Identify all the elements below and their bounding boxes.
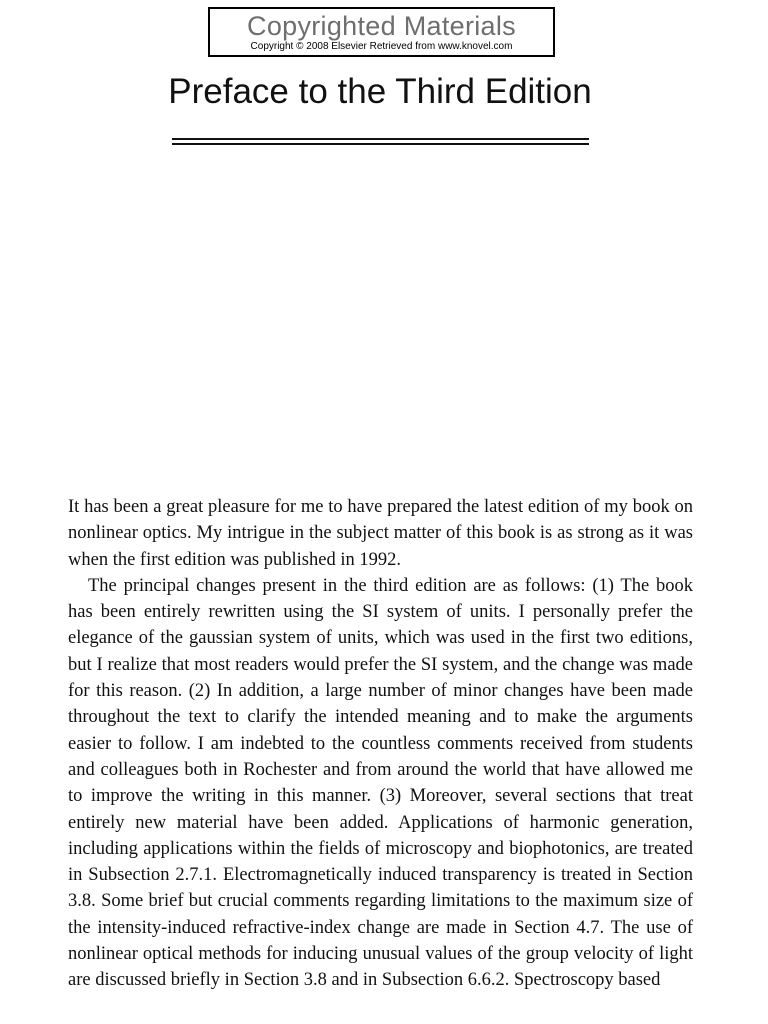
preface-body bbox=[68, 494, 693, 994]
watermark-title: Copyrighted Materials bbox=[247, 11, 516, 41]
title-rule-bottom bbox=[172, 143, 589, 145]
copyright-watermark bbox=[208, 7, 555, 57]
chapter-title: Preface to the Third Edition bbox=[168, 72, 592, 111]
paragraph-2: The principal changes present in the third edition are as follows: (1) The book has been entirely rewritten using the SI system of units. I personally prefer the elegance of the gaussian system of units, which was used in the first two editions, but I realize that most readers would prefer the SI system, and the change was made for this reason. (2) In addition, a large number of minor changes have been made throughout the text to clarify the intended meaning and to make the arguments easier to follow. I am indebted to the countless comments received from students and colleagues both in Rochester and from around the world that have allowed me to improve the writing in this manner. (3) Moreover, several sections that treat entirely new material have been added. Applications of harmonic generation, including applications within the fields of microscopy and biophotonics, are treated in Subsection 2.7.1. Electromagnetically induced transparency is treated in Section 3.8. Some brief but crucial comments regarding limitations to the maximum size of the intensity-induced refractive-index change are made in Section 4.7. The use of nonlinear optical methods for inducing unusual values of the group velocity of light are discussed briefly in Section 3.8 and in Subsection 6.6.2. Spectroscopy based bbox=[68, 575, 693, 991]
title-rule-top bbox=[172, 138, 589, 140]
paragraph-1: It has been a great pleasure for me to have prepared the latest edition of my book on nonlinear optics. My intrigue in the subject matter of this book is as strong as it was when the first edition was published in 1992. bbox=[68, 497, 693, 570]
watermark-subtitle: Copyright © 2008 Elsevier Retrieved from www.knovel.com bbox=[250, 41, 513, 52]
